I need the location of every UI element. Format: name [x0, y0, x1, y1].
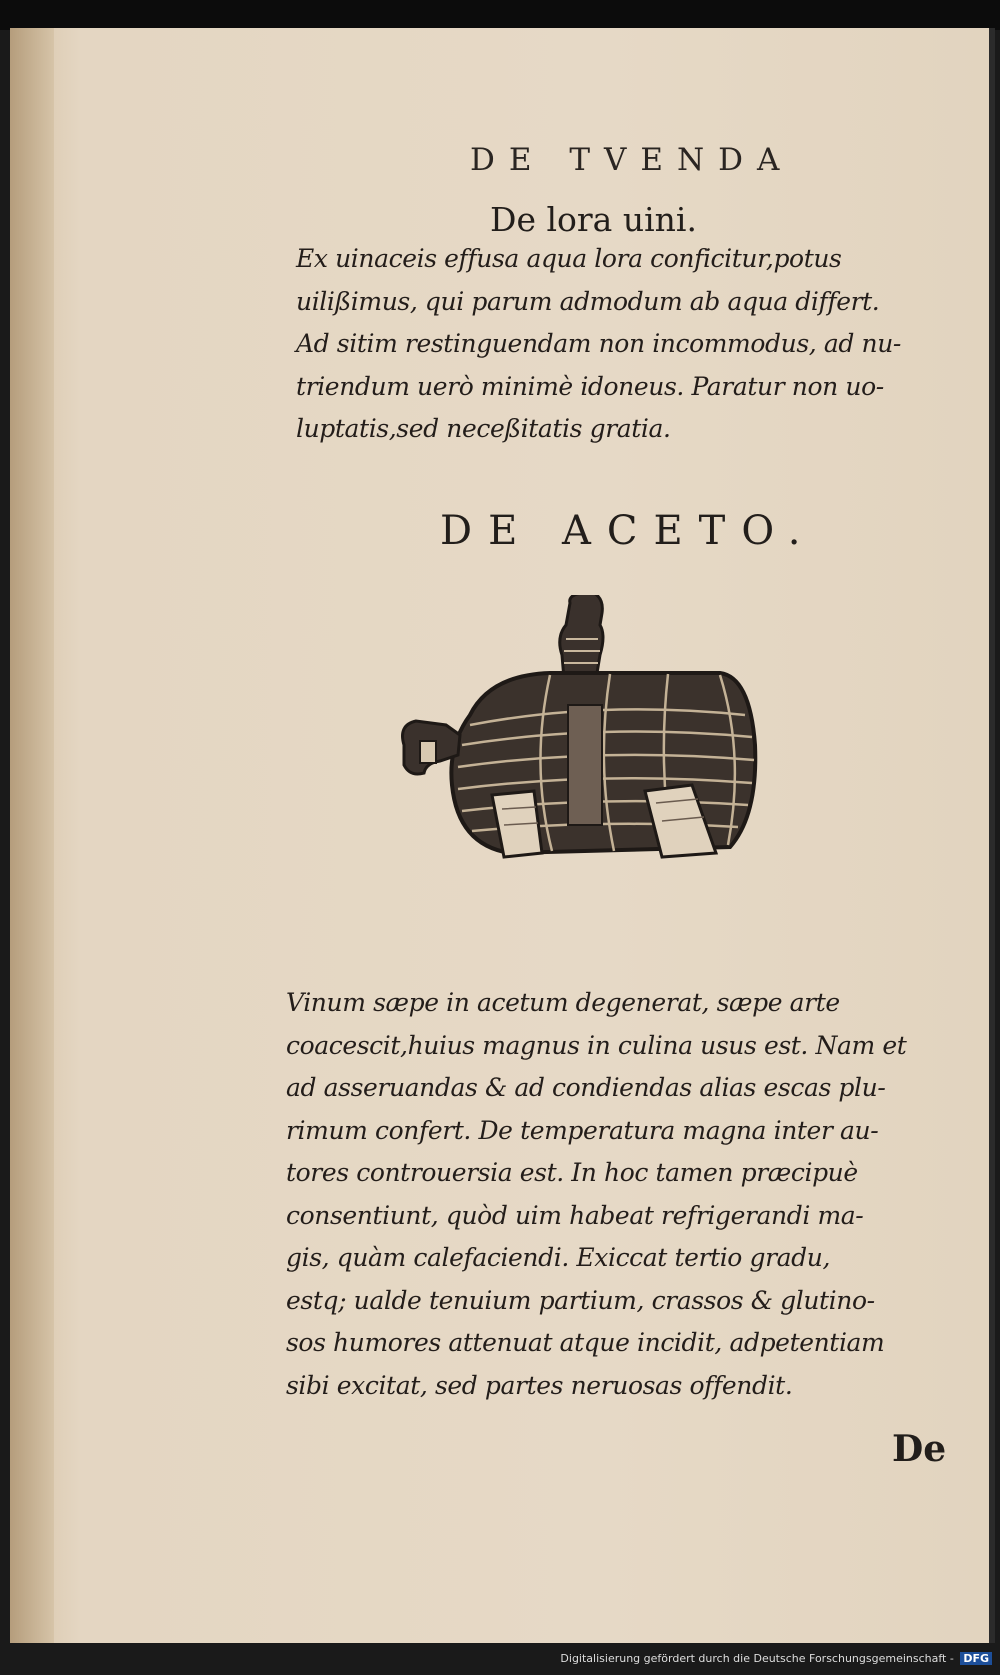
- text-line: rimum confert. De temperatura magna inter au-: [286, 1115, 879, 1145]
- barrel-woodcut-illustration: [400, 595, 790, 915]
- text-line: uilißimus, qui parum admodum ab aqua differt.: [296, 286, 880, 316]
- text-line: Ad sitim restinguendam non incommodus, ad nu-: [296, 329, 901, 358]
- section-title-de-aceto: DE ACETO.: [440, 508, 817, 554]
- catchword: De: [892, 1428, 947, 1470]
- dfg-logo: DFG: [960, 1652, 992, 1665]
- text-line: gis, quàm calefaciendi. Exiccat tertio gradu,: [286, 1243, 831, 1272]
- paragraph-de-lora: [296, 238, 971, 451]
- paragraph-de-aceto: [286, 982, 976, 1407]
- text-line: tores controuersia est. In hoc tamen præcipuè: [286, 1158, 858, 1187]
- footer-text: Digitalisierung gefördert durch die Deutsche Forschungsgemeinschaft -: [560, 1652, 954, 1665]
- footer-credit: [560, 1652, 992, 1665]
- text-line: Vinum sæpe in acetum degenerat, sæpe arte: [286, 988, 840, 1017]
- text-line: consentiunt, quòd uim habeat refrigerandi ma-: [286, 1200, 864, 1230]
- text-line: ad asseruandas & ad condiendas alias escas plu-: [286, 1073, 886, 1102]
- section-title-de-lora: De lora uini.: [490, 200, 697, 239]
- text-line: triendum uerò minimè idoneus. Paratur non uo-: [296, 371, 884, 401]
- text-line: estq; ualde tenuium partium, crassos & glutino-: [286, 1285, 875, 1315]
- running-head: DE TVENDA: [470, 142, 794, 178]
- page-spine-edge: [10, 28, 54, 1643]
- text-line: sos humores attenuat atque incidit, adpetentiam: [286, 1328, 885, 1357]
- text-line: sibi excitat, sed partes neruosas offendit.: [286, 1370, 793, 1400]
- top-dark-border: [0, 0, 1000, 30]
- text-line: Ex uinaceis effusa aqua lora conficitur,potus: [296, 244, 842, 273]
- text-line: coacescit,huius magnus in culina usus est. Nam et: [286, 1030, 907, 1060]
- text-line: luptatis,sed neceßitatis gratia.: [296, 414, 671, 443]
